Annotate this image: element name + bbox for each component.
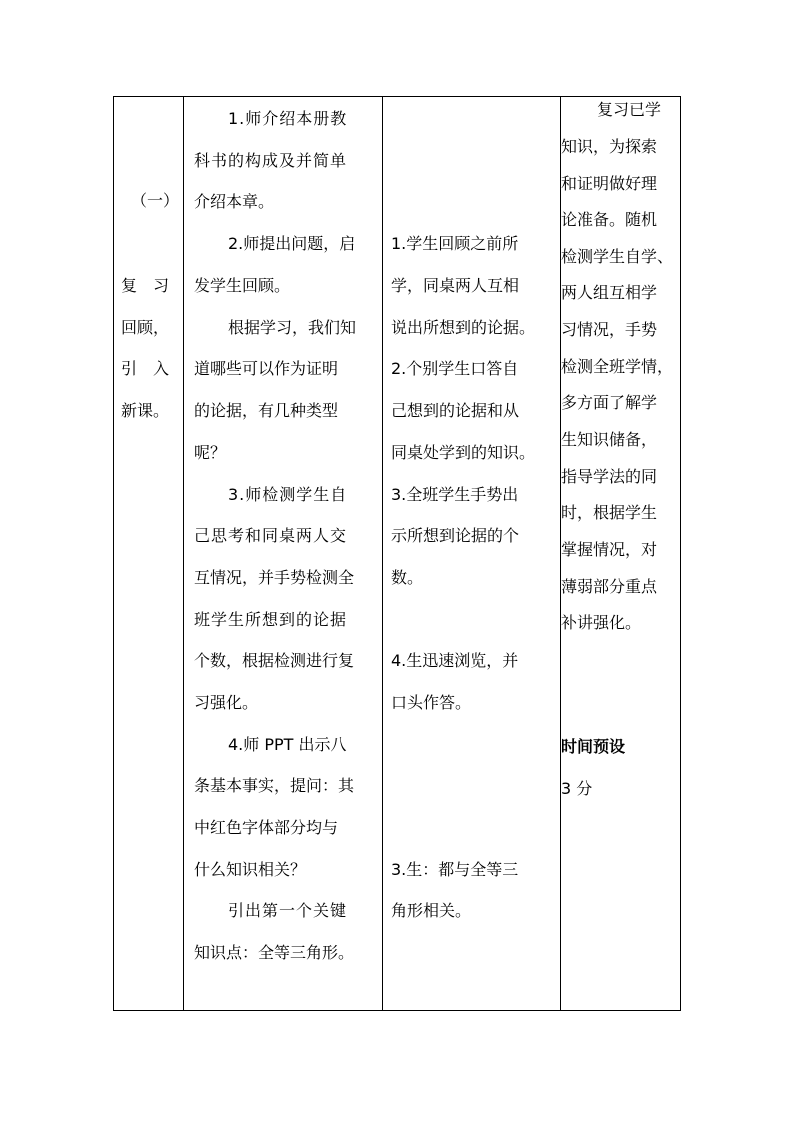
teacher-line: 条基本事实，提问：其 <box>194 776 355 795</box>
teacher-line: 1.师介绍本册教 <box>228 109 348 128</box>
teacher-line: 个数，根据检测进行复 <box>194 651 355 670</box>
teacher-line: 的论据，有几种类型 <box>194 401 339 420</box>
teacher-activity-cell <box>184 97 382 1010</box>
student-line: 3.生：都与全等三 <box>391 860 519 879</box>
intent-line: 检测全班学情， <box>561 357 674 376</box>
design-intent-cell <box>561 97 681 1010</box>
intent-line: 生知识储备， <box>561 430 658 449</box>
stage-line: （一） <box>131 191 180 210</box>
teacher-line: 班学生所想到的论据 <box>194 610 348 629</box>
teacher-line: 知识点：全等三角形。 <box>194 943 355 962</box>
stage-cell <box>114 97 183 1010</box>
student-line: 说出所想到的论据。 <box>391 318 536 337</box>
student-line: 数。 <box>391 568 424 587</box>
intent-line: 和证明做好理 <box>561 174 658 193</box>
student-line: 己想到的论据和从 <box>391 401 520 420</box>
stage-line: 复 习 <box>121 276 170 295</box>
time-preset-label: 时间预设 <box>561 737 626 756</box>
intent-line: 复习已学 <box>597 100 662 119</box>
teacher-line: 什么知识相关？ <box>194 860 307 879</box>
intent-line: 论准备。随机 <box>561 210 658 229</box>
teacher-line: 介绍本章。 <box>194 192 275 211</box>
teacher-line: 根据学习，我们知 <box>228 318 357 337</box>
intent-line: 知识，为探索 <box>561 137 658 156</box>
student-line: 学，同桌两人互相 <box>391 276 520 295</box>
student-line: 4.生迅速浏览，并 <box>391 651 519 670</box>
student-line: 同桌处学到的知识。 <box>391 443 536 462</box>
intent-line: 两人组互相学 <box>561 283 658 302</box>
intent-line: 补讲强化。 <box>561 613 642 632</box>
teacher-line: 互情况，并手势检测全 <box>194 568 355 587</box>
time-preset-value: 3 分 <box>561 779 593 798</box>
lesson-table <box>113 96 681 1011</box>
teacher-line: 道哪些可以作为证明 <box>194 359 339 378</box>
intent-line: 掌握情况，对 <box>561 540 658 559</box>
teacher-line: 引出第一个关键 <box>228 901 348 920</box>
intent-line: 薄弱部分重点 <box>561 577 658 596</box>
teacher-line: 科书的构成及并简单 <box>194 151 348 170</box>
student-activity-cell <box>383 97 560 1010</box>
stage-line: 回顾， <box>121 318 170 337</box>
student-line: 示所想到论据的个 <box>391 526 520 545</box>
student-line: 3.全班学生手势出 <box>391 485 519 504</box>
teacher-line: 习强化。 <box>194 693 259 712</box>
teacher-line: 中红色字体部分均与 <box>194 818 339 837</box>
teacher-line: 3.师检测学生自 <box>228 485 348 504</box>
stage-line: 引 入 <box>121 359 170 378</box>
teacher-line: 2.师提出问题，启 <box>228 234 356 253</box>
student-line: 1.学生回顾之前所 <box>391 234 519 253</box>
intent-line: 多方面了解学 <box>561 393 658 412</box>
intent-line: 时，根据学生 <box>561 503 658 522</box>
student-line: 口头作答。 <box>391 693 472 712</box>
teacher-line: 发学生回顾。 <box>194 276 291 295</box>
intent-line: 指导学法的同 <box>561 467 658 486</box>
stage-line: 新课。 <box>121 401 170 420</box>
teacher-line: 己思考和同桌两人交 <box>194 526 348 545</box>
intent-line: 检测学生自学、 <box>561 247 674 266</box>
teacher-line: 呢？ <box>194 443 227 462</box>
intent-line: 习情况，手势 <box>561 320 658 339</box>
teacher-line: 4.师 PPT 出示八 <box>228 735 347 754</box>
student-line: 角形相关。 <box>391 901 472 920</box>
student-line: 2.个别学生口答自 <box>391 359 519 378</box>
